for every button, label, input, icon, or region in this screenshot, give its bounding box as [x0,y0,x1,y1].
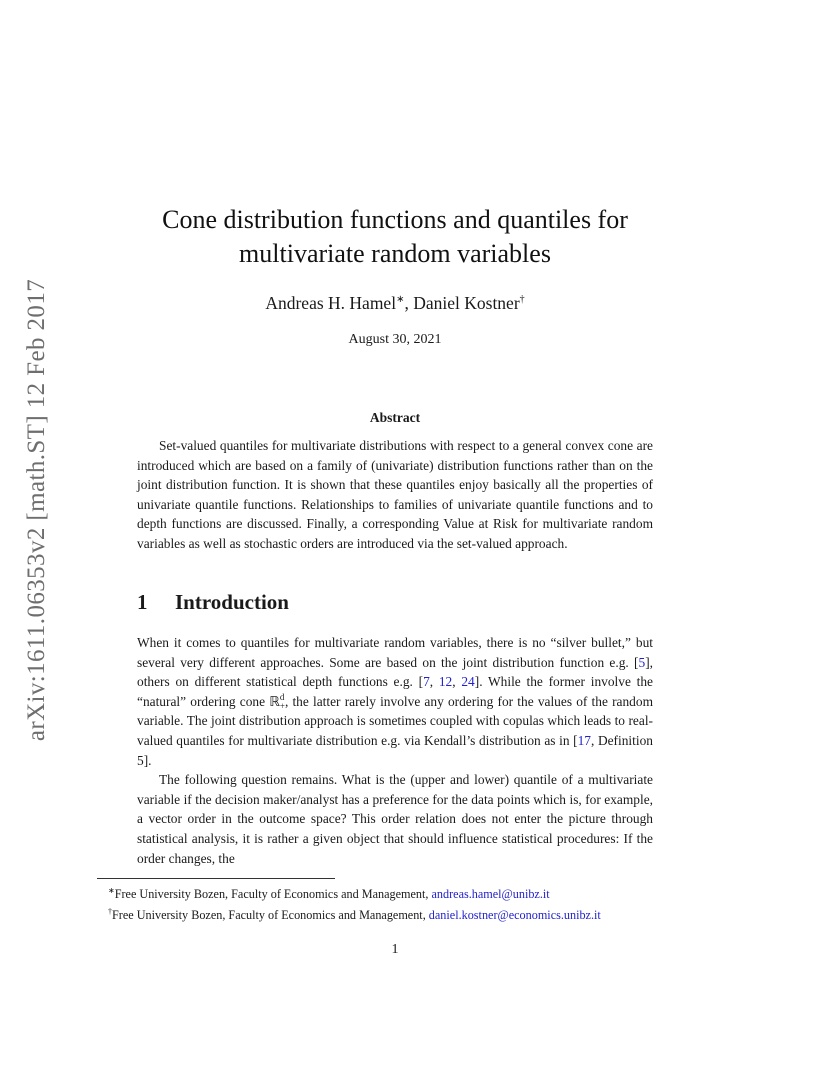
footnote-rule [97,878,335,879]
footnote-2 [108,903,708,924]
citation-17[interactable]: 17 [577,732,591,748]
footnote-2-mark: † [108,907,112,916]
abstract-text: Set-valued quantiles for multivariate distributions with respect to a general convex cone are introduced which are based on a family of (univariate) distribution functions rather than on the joint distribution function. It is shown that these quantiles enjoy basically all the properties of univariate quantile functions. Relationships to families of univariate quantile functions and to depth functions are discussed. Finally, a corresponding Value at Risk for multivariate random variables as well as stochastic orders are introduced via the set-valued approach. [137,438,653,551]
author-separator: , [404,293,414,313]
arxiv-identifier: arXiv:1611.06353v2 [math.ST] 12 Feb 2017 [23,278,50,742]
title-line-2: multivariate random variables [239,239,551,268]
footnote-2-text: Free University Bozen, Faculty of Economics and Management, [112,908,429,922]
author-2-footnote-mark[interactable]: † [519,294,525,305]
paper-date: August 30, 2021 [348,332,442,347]
footnote-1 [108,882,708,903]
intro-text: When it comes to quantiles for multivariate random variables, there is no “silver bullet,” but several very different approaches. Some are based on the joint distribution function e.g. [ [137,635,653,670]
footnote-2-email-link[interactable]: daniel.kostner@economics.unibz.it [428,908,601,922]
introduction-body [137,633,653,868]
citation-24[interactable]: 24 [461,674,475,690]
arxiv-sidebar [22,270,52,750]
author-2: Daniel Kostner [413,293,520,313]
section-title: Introduction [175,590,289,614]
cone-subscript: + [279,700,285,711]
paper-title [137,203,653,271]
title-line-1: Cone distribution functions and quantiles for [162,205,628,234]
intro-text: ]. While the former involve the “natural” ordering cone ℝ [137,674,654,709]
cone-superscript: d [279,691,285,702]
citation-7[interactable]: 7 [423,674,430,690]
footnotes [108,882,708,924]
citation-5[interactable]: 5 [638,654,646,670]
intro-text: ], others on different statistical depth functions e.g. [ [137,654,653,690]
footnote-1-text: Free University Bozen, Faculty of Economics and Management, [114,887,432,901]
footnote-1-email-link[interactable]: andreas.hamel@unibz.it [431,887,550,901]
authors [137,293,653,314]
intro-paragraph-1: When it comes to quantiles for multivariate random variables, there is no “silver bullet,” but several very different approaches. Some are based on the joint distribution function e.g. [5], others on different statistical depth functions e.g. [7, 12, 24]. While the former involve the “natural” ordering cone ℝd +, the latter rarely involve any ordering for the values of the random variable. The joint distribution approach is sometimes coupled with copulas which leads to real-valued quantiles for multivariate distribution e.g. via Kendall’s distribution as in [17, Definition 5]. [137,635,654,768]
intro-text: , the latter rarely involve any ordering for the values of the random variable. The joint distribution approach is sometimes coupled with copulas which leads to real-valued quantiles for multivariate distribution e.g. via Kendall’s distribution as in [ [137,693,653,748]
footnote-1-mark: ∗ [108,886,115,895]
section-number: 1 [137,590,148,614]
author-1-footnote-mark[interactable]: ∗ [396,294,405,305]
citation-12[interactable]: 12 [438,674,453,690]
intro-text: , Definition 5]. [137,732,653,768]
page-number: 1 [391,942,399,957]
section-heading [137,590,653,615]
intro-paragraph-2: The following question remains. What is the (upper and lower) quantile of a multivariate variable if the decision maker/analyst has a preference for the data points which is, for example, a vector order in the outcome space? This order relation does not enter the picture through statistical analysis, it is rather a given object that should influence statistical procedures: If the order changes, the [137,772,653,866]
abstract-heading: Abstract [369,410,421,425]
author-1: Andreas H. Hamel [265,293,397,313]
